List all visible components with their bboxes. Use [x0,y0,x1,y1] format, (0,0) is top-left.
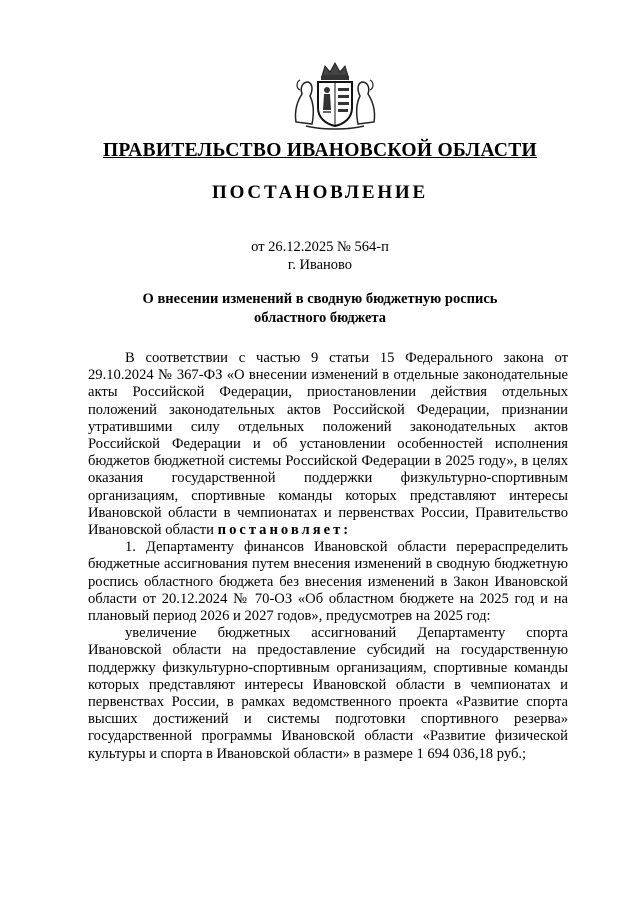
document-body [88,350,568,763]
preamble-paragraph [88,350,568,539]
date-number: от 26.12.2025 № 564-п [251,239,389,255]
document-title [60,290,580,328]
ivanovo-coat-of-arms-icon [292,60,378,130]
date-block [60,238,580,274]
title-line-1: О внесении изменений в сводную бюджетную роспись [142,291,498,307]
resolves-colon: : [343,522,349,539]
preamble-text: В соответствии с частью 9 статьи 15 Федерального закона от 29.10.2024 № 367-ФЗ «О внесении изменений в отдельные законодательные акты Российской Федерации, приостановлении действия отдельных положений законодательных актов Российской Федерации, признании утратившими силу отдельных положений законодательных актов Российской Федерации и об установлении особенностей исполнения бюджетов бюджетной системы Российской Федерации в 2025 году», в целях оказания государственной поддержки физкультурно-спортивным организациям, спортивные команды которых представляют интересы Ивановской области в чемпионатах и первенствах России, Правительство Ивановской области [88,350,568,539]
item-1-paragraph: 1. Департаменту финансов Ивановской области перераспределить бюджетные ассигнования путем внесения изменений в сводную бюджетную роспись областного бюджета без внесения изменений в Закон Ивановской области от 20.12.2024 № 70-ОЗ «Об областном бюджете на 2025 год и на плановый период 2026 и 2027 годов», предусмотрев на 2025 год: [88,539,568,625]
resolves-word: постановляет [217,522,344,539]
government-name: ПРАВИТЕЛЬСТВО ИВАНОВСКОЙ ОБЛАСТИ [102,140,538,161]
city: г. Иваново [287,257,353,273]
document-type: ПОСТАНОВЛЕНИЕ [212,182,428,203]
item-1-subparagraph: увеличение бюджетных ассигнований Департаменту спорта Ивановской области на предоставление субсидий на государственную поддержку физкультурно-спортивным организациям, спортивные команды которых представляют интересы Ивановской области в чемпионатах и первенствах России, в рамках ведомственного проекта «Развитие спорта высших достижений и системы подготовки спортивного резерва» государственной программы Ивановской области «Развитие физической культуры и спорта в Ивановской области» в размере 1 694 036,18 руб.; [88,625,568,762]
title-line-2: областного бюджета [254,310,386,326]
